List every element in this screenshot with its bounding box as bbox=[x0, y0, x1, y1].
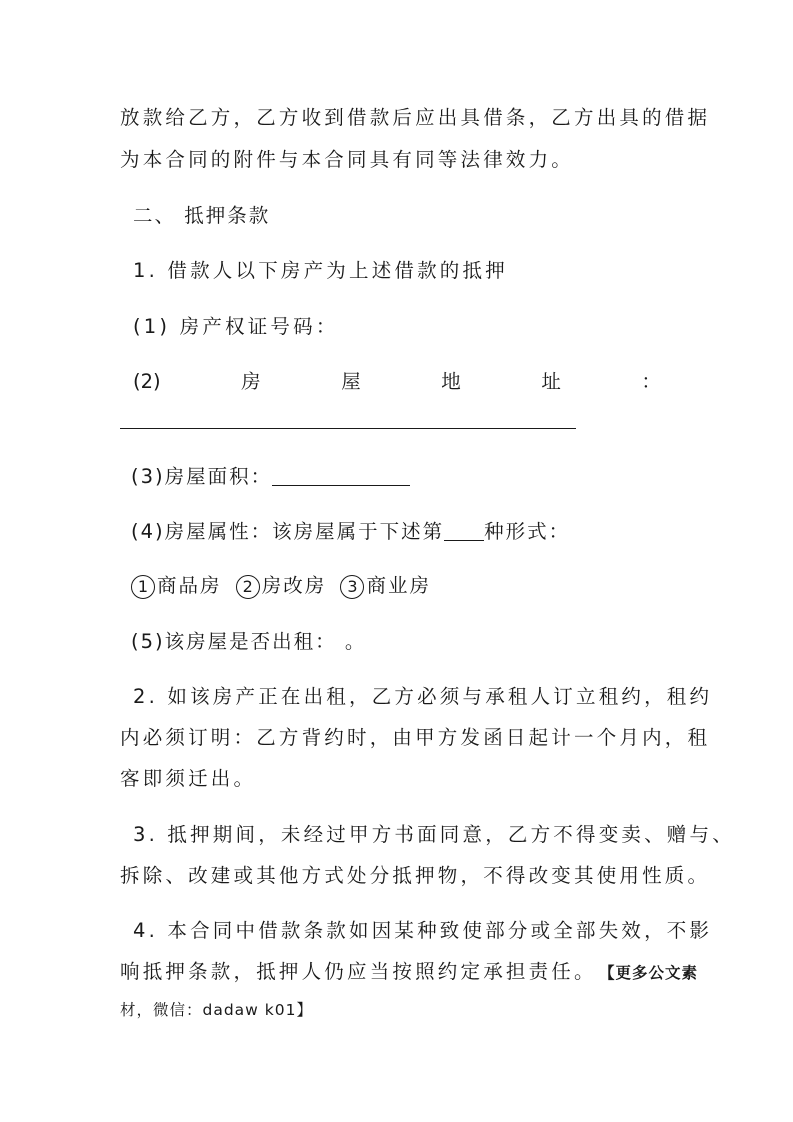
option-label: 商品房 bbox=[157, 574, 222, 597]
paragraph-line: 放款给乙方，乙方收到借款后应出具借条，乙方出具的借据 bbox=[120, 106, 711, 129]
option-label: 房改房 bbox=[261, 574, 327, 597]
promo-note: 【更多公文素 bbox=[606, 964, 698, 982]
paragraph-line: 为本合同的附件与本合同具有同等法律效力。 bbox=[120, 148, 575, 171]
clause-item-2: 2. 如该房产正在出租，乙方必须与承租人订立租约，租约 bbox=[133, 685, 713, 708]
sub-item-4-text: (4)房屋属性：该房屋属于下述第 bbox=[131, 520, 445, 543]
sub-item-5: (5)该房屋是否出租： 。 bbox=[131, 630, 367, 653]
paragraph-line bbox=[120, 959, 698, 986]
sub-item-2-number: (2) bbox=[133, 370, 161, 393]
sub-item-2-char: 地 bbox=[441, 370, 461, 393]
promo-note-line: 材，微信：dadaw k01】 bbox=[120, 1001, 313, 1019]
sub-item-1: (1) 房产权证号码： bbox=[133, 315, 339, 338]
clause-item-3: 3. 抵押期间，未经过甲方书面同意，乙方不得变卖、赠与、 bbox=[133, 823, 735, 846]
paragraph-line: 拆除、改建或其他方式处分抵押物，不得改变其使用性质。 bbox=[120, 864, 711, 887]
clause-item-4-line2: 响抵押条款，抵押人仍应当按照约定承担责任。 bbox=[120, 960, 597, 983]
sub-item-4-text-end: 种形式： bbox=[484, 520, 571, 543]
section-title: 二、 抵押条款 bbox=[133, 204, 271, 227]
paragraph-line: 内必须订明：乙方背约时，由甲方发函日起计一个月内，租 bbox=[120, 726, 711, 749]
sub-item-2 bbox=[133, 369, 661, 395]
address-blank-line bbox=[120, 428, 576, 429]
sub-item-2-colon: ： bbox=[641, 370, 661, 393]
sub-item-4 bbox=[131, 519, 570, 545]
area-blank bbox=[272, 467, 410, 486]
property-type-options bbox=[131, 573, 431, 599]
sub-item-2-char: 屋 bbox=[341, 370, 361, 393]
sub-item-3 bbox=[131, 464, 410, 490]
clause-item-1: 1. 借款人以下房产为上述借款的抵押 bbox=[133, 259, 508, 282]
circled-number: 1 bbox=[131, 575, 155, 599]
sub-item-2-char: 房 bbox=[241, 370, 261, 393]
sub-item-2-char: 址 bbox=[541, 370, 561, 393]
option-label: 商业房 bbox=[366, 574, 431, 597]
sub-item-3-label: (3)房屋面积： bbox=[131, 465, 273, 488]
clause-item-4: 4. 本合同中借款条款如因某种致使部分或全部失效，不影 bbox=[133, 919, 713, 942]
circled-number: 2 bbox=[236, 575, 260, 599]
circled-number: 3 bbox=[340, 575, 364, 599]
paragraph-line: 客即须迁出。 bbox=[120, 767, 257, 790]
type-blank bbox=[444, 522, 484, 541]
